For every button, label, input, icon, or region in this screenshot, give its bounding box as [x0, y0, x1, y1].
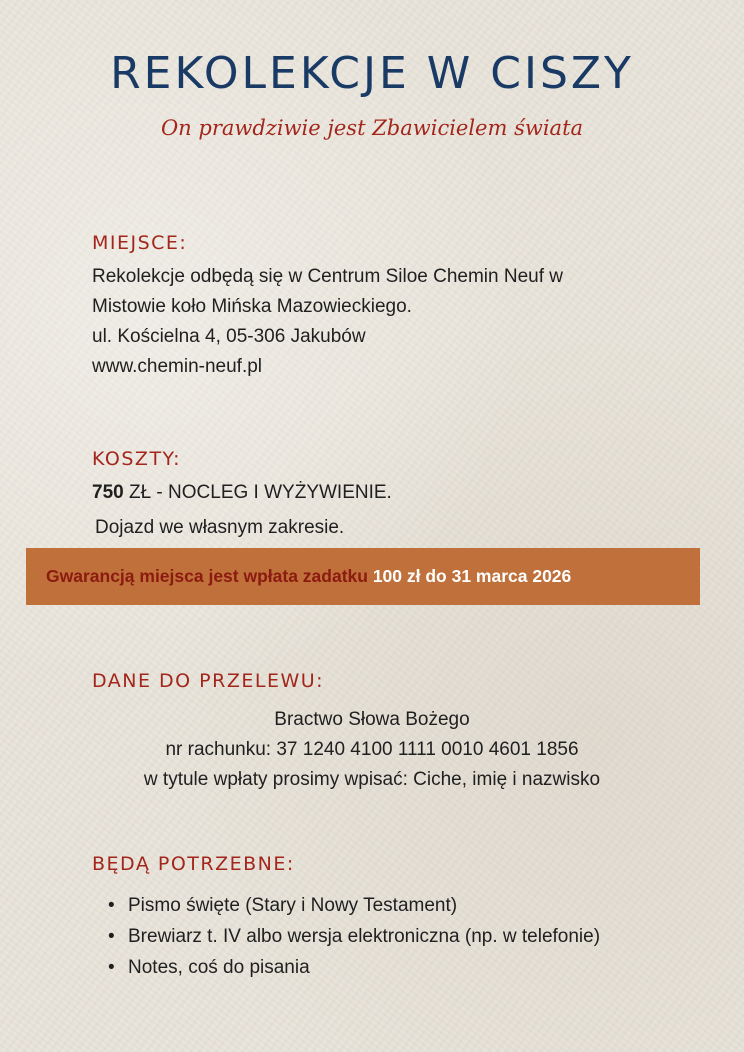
list-item: [108, 890, 600, 921]
costs-description: ZŁ - NOCLEG I WYŻYWIENIE.: [123, 482, 392, 503]
bullet-icon: •: [108, 957, 115, 978]
page-title: REKOLEKCJE W CISZY: [110, 48, 634, 99]
transfer-account: nr rachunku: 37 1240 4100 1111 0010 4601 1856: [165, 739, 579, 760]
transfer-recipient: Bractwo Słowa Bożego: [274, 709, 470, 730]
bullet-icon: •: [108, 926, 115, 947]
place-website: www.chemin-neuf.pl: [92, 356, 263, 377]
list-item-text: Notes, coś do pisania: [128, 957, 310, 978]
list-item: [108, 921, 600, 952]
place-line: ul. Kościelna 4, 05-306 Jakubów: [92, 326, 366, 347]
transfer-details: [0, 705, 744, 795]
costs-heading: KOSZTY:: [92, 448, 182, 470]
place-line: Mistowie koło Mińska Mazowieckiego.: [92, 296, 412, 317]
list-item: [108, 952, 600, 983]
costs-details: [92, 478, 392, 508]
transfer-note: w tytule wpłaty prosimy wpisać: Ciche, imię i nazwisko: [143, 769, 601, 790]
place-details: [92, 262, 563, 382]
costs-travel-text: Dojazd we własnym zakresie.: [95, 517, 345, 538]
deposit-banner-text: [46, 566, 571, 587]
costs-amount: 750: [92, 482, 124, 503]
deposit-banner: [26, 548, 700, 605]
deposit-banner-main: Gwarancją miejsca jest wpłata zadatku: [46, 566, 373, 586]
transfer-heading: DANE DO PRZELEWU:: [92, 670, 325, 692]
costs-line: [92, 478, 392, 508]
page-subtitle: On prawdziwie jest Zbawicielem świata: [160, 116, 584, 140]
costs-travel: [95, 513, 344, 543]
needed-heading: BĘDĄ POTRZEBNE:: [92, 853, 295, 875]
list-item-text: Pismo święte (Stary i Nowy Testament): [128, 895, 458, 916]
place-line: Rekolekcje odbędą się w Centrum Siloe Chemin Neuf w: [92, 266, 564, 287]
place-heading: MIEJSCE:: [92, 232, 188, 254]
bullet-icon: •: [108, 895, 115, 916]
deposit-banner-highlight: 100 zł do 31 marca 2026: [372, 566, 572, 586]
list-item-text: Brewiarz t. IV albo wersja elektroniczna (np. w telefonie): [128, 926, 601, 947]
needed-list: [108, 890, 600, 983]
